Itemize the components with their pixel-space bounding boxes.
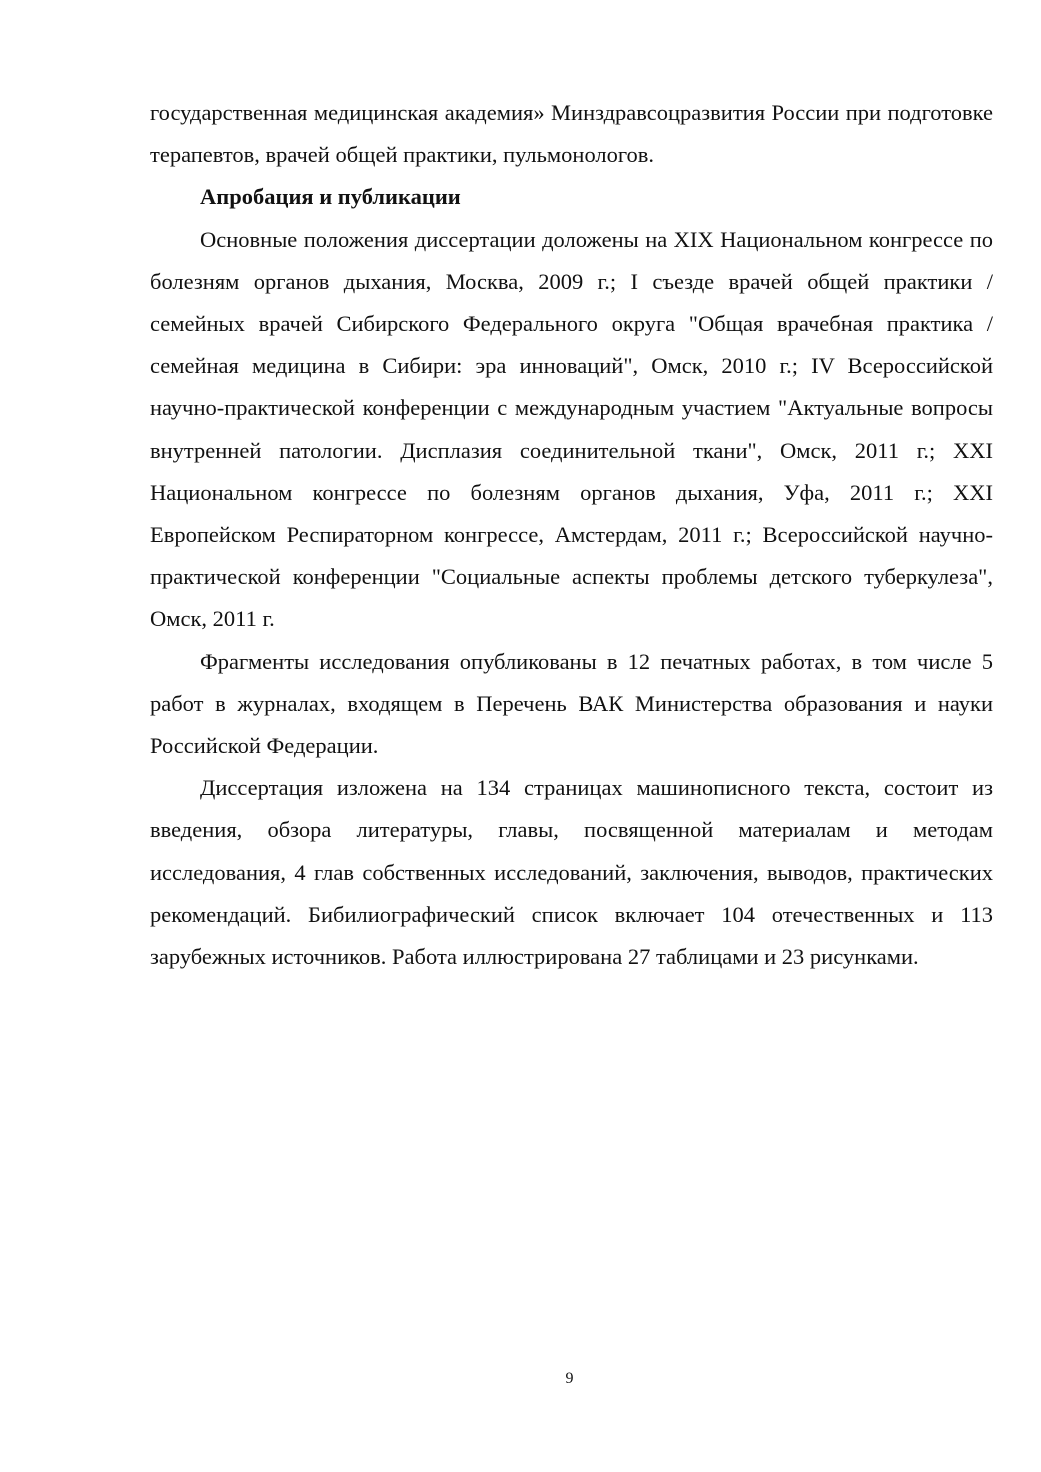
paragraph-continued: государственная медицинская академия» Минздравсоцразвития России при подготовке терапевтов, врачей общей практики, пульмонологов. bbox=[150, 100, 993, 168]
paragraph-publications: Фрагменты исследования опубликованы в 12 печатных работах, в том числе 5 работ в журналах, входящем в Перечень ВАК Министерства образования и науки Российской Федерации. bbox=[150, 648, 993, 759]
page-number: 9 bbox=[565, 1370, 574, 1387]
paragraph-approbation: Основные положения диссертации доложены на XIX Национальном конгрессе по болезням органов дыхания, Москва, 2009 г.; I съезде врачей общей практики / семейных врачей Сибирского Федерального округа "Общая врачебная практика / семейная медицина в Сибири: эра инноваций", Омск, 2010 г.; IV Всероссийской научно-практической конференции с международным участием "Актуальные вопросы внутренней патологии. Дисплазия соединительной ткани", Омск, 2011 г.; XXI Национальном конгрессе по болезням органов дыхания, Уфа, 2011 г.; XXI Европейском Респираторном конгрессе, Амстердам, 2011 г.; Всероссийской научно-практической конференции "Социальные аспекты проблемы детского туберкулеза", Омск, 2011 г. bbox=[150, 226, 993, 632]
section-heading: Апробация и публикации bbox=[200, 184, 461, 210]
paragraph-structure: Диссертация изложена на 134 страницах машинописного текста, состоит из введения, обзора литературы, главы, посвященной материалам и методам исследования, 4 глав собственных исследований, заключения, выводов, практических рекомендаций. Бибилиографический список включает 104 отечественных и 113 зарубежных источников. Работа иллюстрирована 27 таблицами и 23 рисунками. bbox=[150, 775, 993, 970]
body-text bbox=[150, 92, 993, 978]
